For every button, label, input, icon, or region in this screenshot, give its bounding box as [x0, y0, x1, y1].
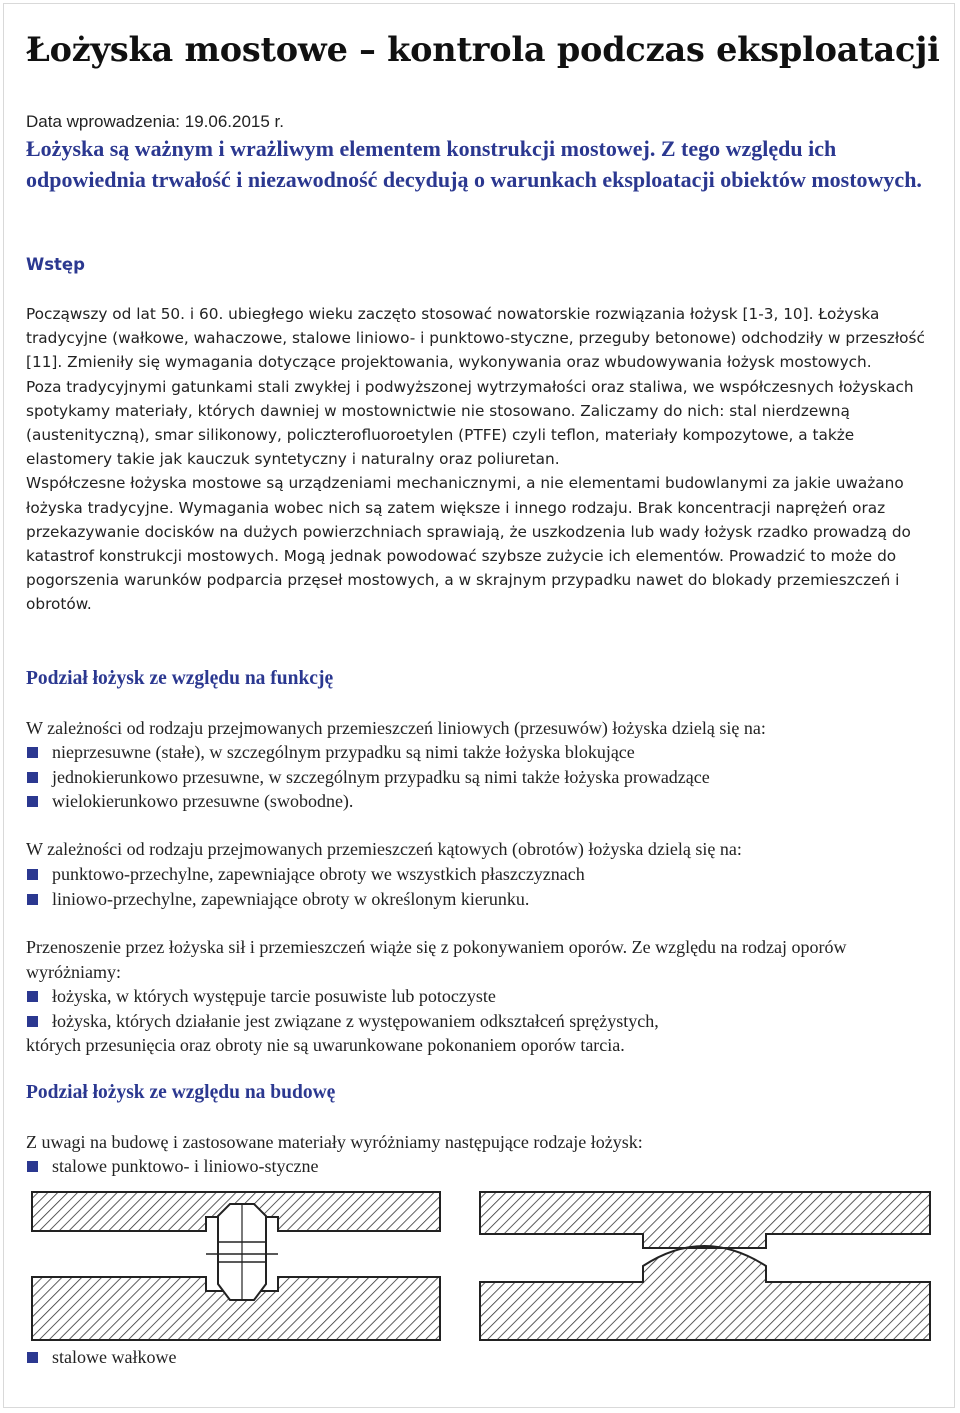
linear-intro: W zależności od rodzaju przejmowanych przemieszczeń liniowych (przesuwów) łożyska dzielą się na: — [26, 718, 766, 738]
list-item: wielokierunkowo przesuwne (swobodne). — [26, 789, 710, 814]
line-contact-bearing-diagram — [478, 1190, 933, 1342]
list-item: liniowo-przechylne, zapewniające obroty w określonym kierunku. — [26, 887, 585, 912]
angular-list — [26, 862, 585, 911]
intro-paragraph-1: Począwszy od lat 50. i 60. ubiegłego wieku zaczęto stosować nowatorskie rozwiązania łożysk [1-3, 10]. Łożyska tradycyjne (wałkowe, wahaczowe, stalowe liniowo- i punktowo-styczne, przeguby betonowe) odchodziły w przeszłość [11]. Zmieniły się wymagania dotyczące projektowania, wykonywania oraz wbudowywania łożysk mostowych. — [26, 305, 925, 372]
list-item: stalowe wałkowe — [26, 1345, 176, 1370]
date-line: Data wprowadzenia: 19.06.2015 r. — [26, 112, 285, 131]
construction-list-1 — [26, 1154, 318, 1179]
square-bullet-icon — [27, 1016, 38, 1027]
square-bullet-icon — [27, 869, 38, 880]
square-bullet-icon — [27, 991, 38, 1002]
resistance-tail: których przesunięcia oraz obroty nie są uwarunkowane pokonaniem oporów tarcia. — [26, 1035, 625, 1055]
list-item: jednokierunkowo przesuwne, w szczególnym przypadku są nimi także łożyska prowadzące — [26, 765, 710, 790]
square-bullet-icon — [27, 796, 38, 807]
list-item: stalowe punktowo- i liniowo-styczne — [26, 1154, 318, 1179]
intro-paragraph-3: Współczesne łożyska mostowe są urządzeniami mechanicznymi, a nie elementami budowlanymi za jakie uważano łożyska tradycyjne. Wymagania wobec nich są zatem większe i innego rodzaju. Brak koncentracji naprężeń oraz przekazywanie docisków na dużych powierzchniach sprawiają, że uszkodzenia lub wady łożysk rzadko prowadzą do katastrof konstrukcji mostowych. Mogą jednak powodować szybsze zużycie ich elementów. Prowadzić to może do pogorszenia warunków podparcia przęseł mostowych, a w skrajnym przypadku nawet do blokady przemieszczeń i obrotów. — [26, 474, 911, 614]
linear-list — [26, 740, 710, 814]
square-bullet-icon — [27, 772, 38, 783]
intro-paragraph-2: Poza tradycyjnymi gatunkami stali zwykłej i podwyższonej wytrzymałości oraz staliwa, we współczesnych łożyskach spotykamy materiały, których dawniej w mostownictwie nie stosowano. Zaliczamy do nich: stal nierdzewną (austenityczną), smar silikonowy, policzterofluoroetylen (PTFE) czyli teflon, materiały kompozytowe, a także elastomery takie jak kauczuk syntetyczny i naturalny oraz poliuretan. — [26, 377, 914, 469]
lead-paragraph: Łożyska są ważnym i wrażliwym elementem konstrukcji mostowej. Z tego względu ich odpowiednia trwałość i niezawodność decydują o warunkach eksploatacji obiektów mostowych. — [26, 136, 922, 192]
construction-heading: Podział łożysk ze względu na budowę — [26, 1082, 336, 1103]
resistance-list — [26, 984, 659, 1033]
list-item: łożyska, których działanie jest związane z występowaniem odkształceń sprężystych, — [26, 1009, 659, 1034]
page — [3, 3, 955, 1408]
square-bullet-icon — [27, 1352, 38, 1363]
square-bullet-icon — [27, 1161, 38, 1172]
square-bullet-icon — [27, 894, 38, 905]
list-item: nieprzesuwne (stałe), w szczególnym przypadku są nimi także łożyska blokujące — [26, 740, 710, 765]
point-contact-bearing-diagram — [30, 1190, 444, 1342]
function-heading: Podział łożysk ze względu na funkcję — [26, 668, 334, 689]
list-item: łożyska, w których występuje tarcie posuwiste lub potoczyste — [26, 984, 659, 1009]
angular-intro: W zależności od rodzaju przejmowanych przemieszczeń kątowych (obrotów) łożyska dzielą się na: — [26, 839, 742, 859]
construction-intro: Z uwagi na budowę i zastosowane materiały wyróżniamy następujące rodzaje łożysk: — [26, 1132, 643, 1152]
list-item: punktowo-przechylne, zapewniające obroty we wszystkich płaszczyznach — [26, 862, 585, 887]
intro-heading: Wstęp — [26, 255, 85, 274]
square-bullet-icon — [27, 747, 38, 758]
construction-list-2 — [26, 1345, 176, 1370]
resistance-intro: Przenoszenie przez łożyska sił i przemieszczeń wiąże się z pokonywaniem oporów. Ze względu na rodzaj oporów wyróżniamy: — [26, 937, 847, 982]
intro-body — [26, 302, 926, 617]
page-title: Łożyska mostowe – kontrola podczas eksploatacji — [26, 30, 940, 69]
